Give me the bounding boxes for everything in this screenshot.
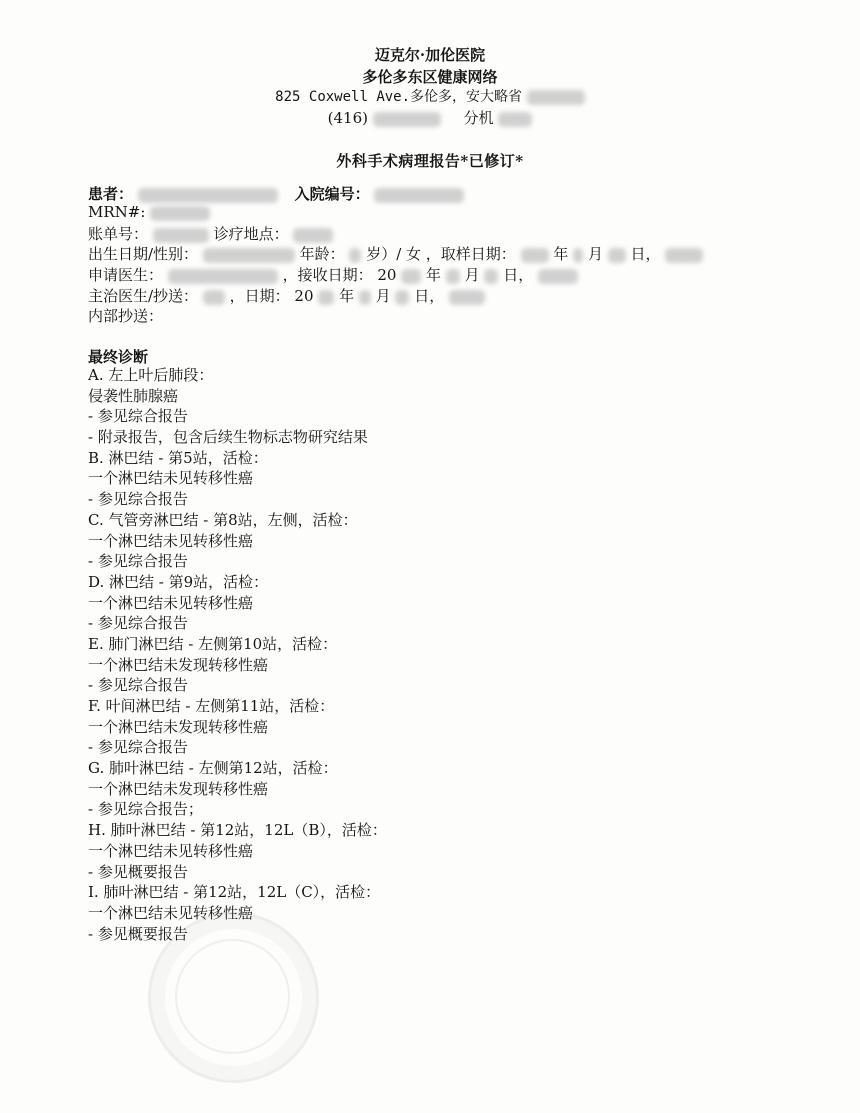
diagnosis-line: 一个淋巴结未发现转移性癌 — [88, 717, 269, 736]
dob-label: 出生日期/性别： — [88, 245, 199, 263]
age-unit: 岁）/ 女 ，取样日期： — [366, 245, 516, 263]
diagnosis-heading: 最终诊断 — [88, 348, 149, 366]
diagnosis-line: - 参见综合报告 — [88, 552, 188, 571]
redacted-sample-month — [573, 248, 583, 263]
diagnosis-line: - 参见综合报告 — [88, 490, 188, 509]
account-label: 账单号： — [88, 225, 149, 243]
redacted-sample-day — [608, 248, 626, 263]
attending-row — [88, 285, 485, 306]
redacted-mrn — [150, 206, 210, 221]
redacted-received-year — [401, 269, 421, 284]
location-label: 诊疗地点： — [213, 225, 289, 243]
redacted-sample-year — [521, 248, 549, 263]
redacted-received-time — [538, 269, 578, 284]
diagnosis-line: - 参见概要报告 — [88, 924, 188, 943]
diagnosis-line: 一个淋巴结未见转移性癌 — [88, 531, 254, 550]
diagnosis-line: - 附录报告，包含后续生物标志物研究结果 — [88, 428, 368, 447]
report-title: 外科手术病理报告*已修订* — [336, 152, 524, 170]
diagnosis-line: F. 叶间淋巴结 - 左侧第11站，活检： — [88, 697, 335, 715]
diagnosis-line: - 参见综合报告； — [88, 800, 203, 819]
redacted-requesting-doctor — [168, 269, 278, 284]
diagnosis-line: G. 肺叶淋巴结 - 左侧第12站，活检： — [88, 759, 338, 778]
internal-row — [88, 305, 163, 326]
diagnosis-line: A. 左上叶后肺段： — [88, 366, 214, 384]
account-row — [88, 223, 333, 244]
address-line — [0, 86, 860, 106]
diagnosis-line: C. 气管旁淋巴结 - 第8站，左侧，活检： — [88, 510, 358, 529]
internal-label: 内部抄送： — [88, 307, 164, 325]
attending-day-char: 日， — [414, 287, 445, 305]
diagnosis-line: H. 肺叶淋巴结 - 第12站，12L（B），活检： — [88, 821, 387, 840]
network-name: 多伦多东区健康网络 — [362, 68, 498, 86]
redacted-sample-time — [665, 248, 703, 263]
redacted-postal — [527, 90, 585, 105]
diagnosis-line: 一个淋巴结未见转移性癌 — [88, 593, 254, 612]
phone-prefix: (416) — [327, 109, 368, 127]
redacted-received-day — [484, 269, 498, 284]
redacted-dob — [203, 248, 295, 263]
diagnosis-line: 一个淋巴结未见转移性癌 — [88, 841, 254, 860]
diagnosis-line: - 参见综合报告 — [88, 407, 188, 426]
stamp-watermark — [148, 912, 319, 1083]
attending-year-char: 年 — [339, 287, 355, 305]
redacted-patient — [138, 188, 278, 203]
redacted-phone — [373, 112, 441, 127]
redacted-age — [349, 248, 361, 263]
stamp-inner-ring — [175, 939, 290, 1054]
attending-year: 20 — [294, 287, 314, 305]
redacted-location — [293, 228, 333, 243]
mrn-label: MRN#: — [88, 203, 146, 221]
redacted-attending-month — [359, 290, 371, 305]
diagnosis-line: 一个淋巴结未见转移性癌 — [88, 903, 254, 922]
diagnosis-line: 一个淋巴结未发现转移性癌 — [88, 779, 269, 798]
received-year: 20 — [377, 266, 397, 284]
diagnosis-line: E. 肺门淋巴结 - 左侧第10站，活检： — [88, 634, 338, 653]
received-label: ，接收日期： — [282, 266, 373, 284]
diagnosis-line: 侵袭性肺腺癌 — [88, 386, 179, 405]
attending-label: 主治医生/抄送： — [88, 287, 199, 305]
address-text: 825 Coxwell Ave.多伦多，安大略省 — [275, 89, 523, 105]
diagnosis-line: D. 淋巴结 - 第9站，活检： — [88, 572, 269, 591]
redacted-admission — [374, 188, 464, 203]
ext-label: 分机 — [463, 109, 494, 127]
diagnosis-line: B. 淋巴结 - 第5站，活检： — [88, 448, 268, 467]
sample-day-char: 日， — [630, 245, 661, 263]
diagnosis-line: - 参见概要报告 — [88, 862, 188, 881]
attending-month-char: 月 — [375, 287, 391, 305]
sample-year-char: 年 — [553, 245, 569, 263]
admission-label: 入院编号： — [294, 185, 370, 203]
age-fragment: 年龄： — [299, 245, 345, 263]
requesting-row — [88, 264, 578, 285]
redacted-attending-year — [318, 290, 334, 305]
diagnosis-line: 一个淋巴结未发现转移性癌 — [88, 655, 269, 674]
hospital-name: 迈克尔·加伦医院 — [374, 46, 486, 64]
phone-line — [0, 107, 860, 128]
patient-row — [88, 183, 464, 204]
sample-month-char: 月 — [587, 245, 603, 263]
received-month-char: 月 — [464, 266, 480, 284]
diagnosis-line: - 参见综合报告 — [88, 738, 188, 757]
redacted-attending — [203, 290, 225, 305]
diagnosis-line: - 参见综合报告 — [88, 676, 188, 695]
attending-date-label: ，日期： — [229, 287, 290, 305]
mrn-row — [88, 203, 210, 221]
diagnosis-line: 一个淋巴结未见转移性癌 — [88, 469, 254, 488]
redacted-attending-time — [449, 290, 485, 305]
received-day-char: 日， — [503, 266, 534, 284]
redacted-attending-day — [395, 290, 409, 305]
redacted-account — [153, 228, 209, 243]
dob-row — [88, 243, 703, 264]
diagnosis-line: - 参见综合报告 — [88, 614, 188, 633]
received-year-char: 年 — [426, 266, 442, 284]
redacted-received-month — [446, 269, 460, 284]
requesting-label: 申请医生： — [88, 266, 164, 284]
diagnosis-list — [88, 365, 768, 944]
patient-label: 患者： — [88, 185, 134, 203]
diagnosis-line: I. 肺叶淋巴结 - 第12站，12L（C），活检： — [88, 883, 381, 902]
redacted-ext — [498, 112, 532, 127]
